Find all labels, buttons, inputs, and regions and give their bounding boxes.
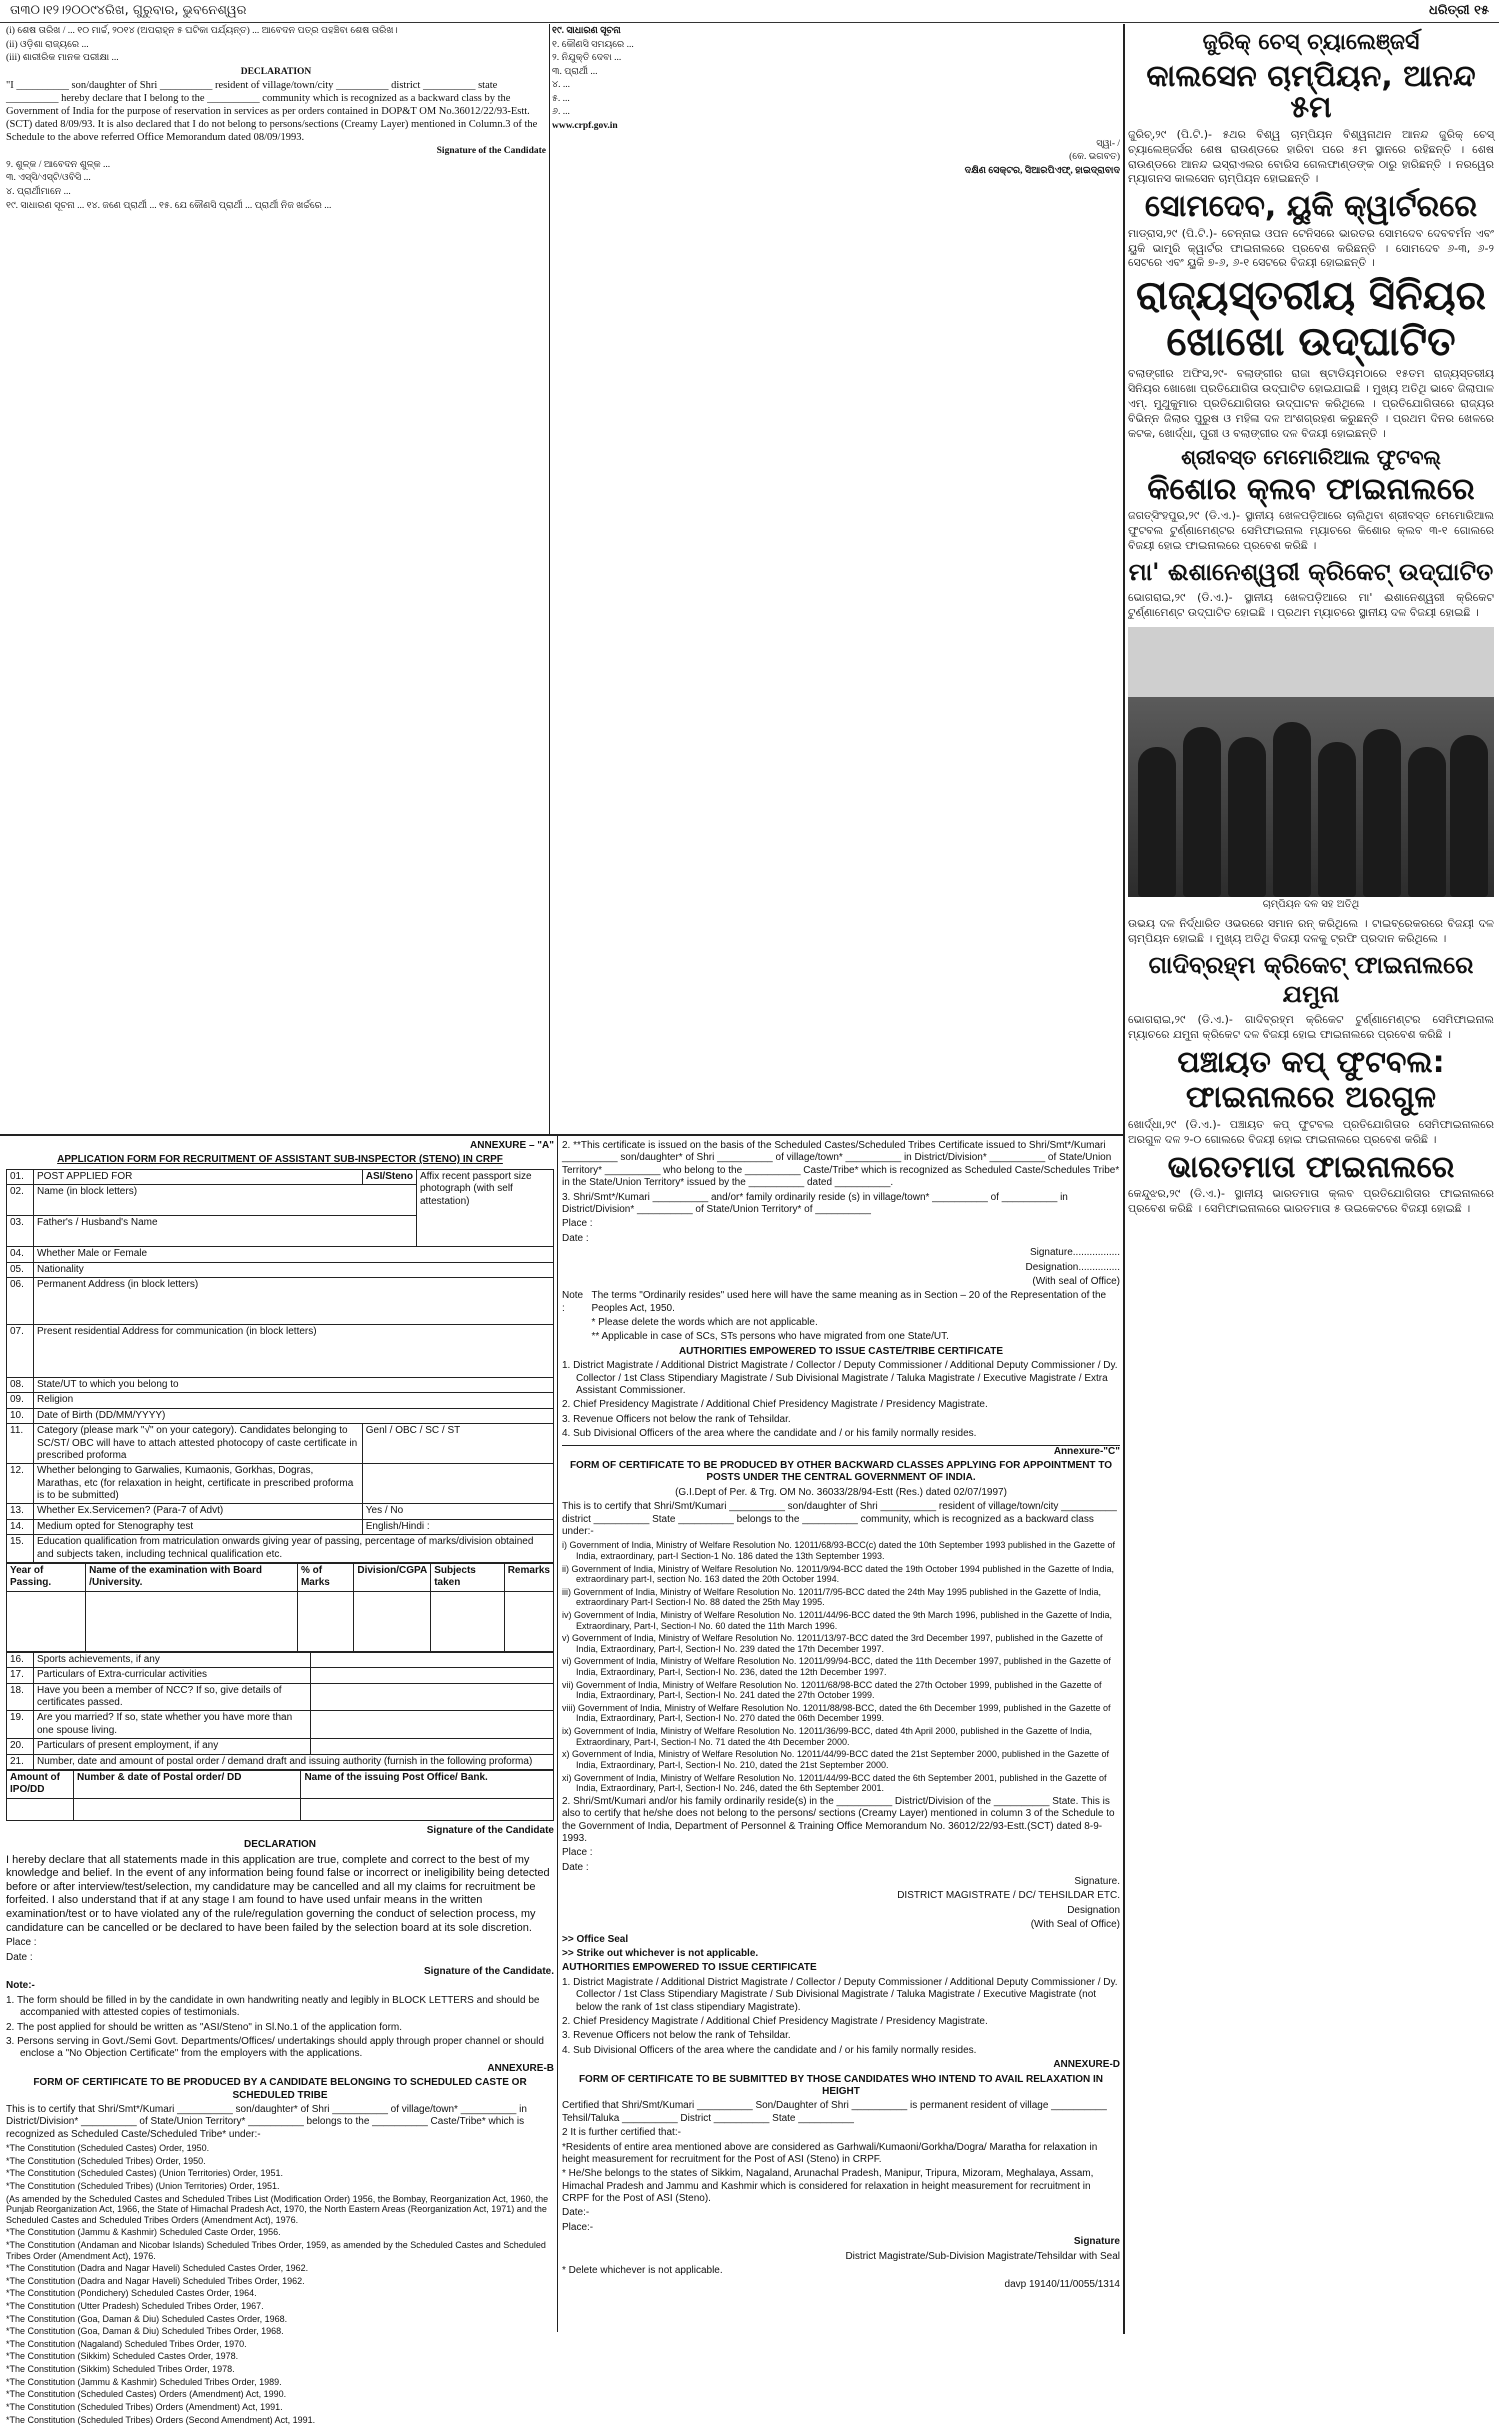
instructions-column-2 bbox=[552, 26, 1120, 1132]
instruction-item: (iii) ଶାରୀରିକ ମାନକ ପରୀକ୍ଷା ... bbox=[6, 53, 119, 64]
post-value: ASI/Steno bbox=[362, 1169, 416, 1184]
place-field: Place:- bbox=[562, 2221, 594, 2233]
form-row-dob[interactable]: Date of Birth (DD/MM/YYYY) bbox=[34, 1408, 554, 1423]
cert-seal: (With seal of Office) bbox=[1032, 1275, 1120, 1287]
general-info-item: ୨. ନିଯୁକ୍ତି ଦେବା ... bbox=[552, 53, 622, 64]
authority-item: 2. Chief Presidency Magistrate / Additional Chief Presidency Magistrate / Presidency Magistrate. bbox=[562, 1399, 988, 1411]
authorities-head-2: AUTHORITIES EMPOWERED TO ISSUE CERTIFICATE bbox=[562, 1962, 817, 1974]
order-item: (As amended by the Scheduled Castes and Scheduled Tribes List (Modification Order) 1956, the Bombay, Reorganization Act, 1960, the Punjab Reorganization Act, 1966, the State of Himachal Pradesh Act, 1970, the North Eastern Areas (Reorganization Act, 1971) and the Scheduled Castes and Scheduled Tribes Orders (Amendment Act), 1976. bbox=[6, 2193, 549, 2225]
davp-code: davp 19140/11/0055/1314 bbox=[1004, 2279, 1120, 2291]
masthead bbox=[0, 0, 1499, 23]
story-football: ଜଗତ୍‌ସିଂହପୁର,୨୯ (ଡି.ଏ.)- ସ୍ଥାନୀୟ ଖେଳପଡ଼ିଆରେ ଚାଲିଥିବା ଶ୍ରୀବସ୍ତ ମେମୋରିଆଲ ଫୁଟବଲ ଟୁର୍ଣ୍ଣାମେଣ୍ଟର ସେମିଫାଇନାଲ ମ୍ୟାଚରେ କିଶୋର କ୍ଲବ ୩-୧ ଗୋଲରେ ବିଜୟୀ ହୋଇ ଫାଇନାଲରେ ପ୍ରବେଶ କରିଛି । bbox=[1128, 509, 1494, 553]
cert-signature: Signature................. bbox=[1029, 1247, 1120, 1259]
annexure-b-label: ANNEXURE-B bbox=[487, 2062, 554, 2074]
instruction-para: (i) ଶେଷ ତାରିଖ / ... ୧୦ ମାର୍ଚ୍ଚ, ୨୦୧୪ (ଅପରାହ୍ନ ୫ ଘଟିକା ପର୍ଯ୍ୟନ୍ତ) ... ଆବେଦନ ପତ୍ର ପହଞ୍ଚିବା ଶେଷ ତାରିଖ। bbox=[6, 26, 398, 36]
resolution-item: v) Government of India, Ministry of Welfare Resolution No. 12011/13/97-BCC dated the 3rd December 1997, published in the Gazette of India, Extraordinary, Part-I, Section-I No. 239 dated the 17th December 1997. bbox=[562, 1633, 1103, 1654]
note-line: The terms "Ordinarily resides" used here will have the same meaning as in Section – 20 of the Representation of the Peoples Act, 1950. bbox=[591, 1290, 1107, 1314]
authorities-list bbox=[562, 1360, 1120, 1440]
annexure-a-column bbox=[6, 1140, 554, 2425]
sports-column bbox=[1128, 26, 1494, 2336]
note-item: 2. The post applied for should be written as "ASI/Steno" in Sl.No.1 of the application form. bbox=[6, 2021, 403, 2033]
form-row-exservice: Whether Ex.Servicemen? (Para-7 of Advt) bbox=[34, 1504, 363, 1519]
sign-name: (କେ. ଭଗବତ) bbox=[1069, 152, 1120, 163]
annexure-d-para-4: * He/She belongs to the states of Sikkim, Nagaland, Arunachal Pradesh, Manipur, Tripura, Mizoram, Meghalaya, Assam, Himachal Pradesh and Jammu and Kashmir which is considered for relaxation in height measurement for recruitment in CRPF for the Post of ASI (Steno). bbox=[562, 2168, 1094, 2205]
form-row-name[interactable]: Name (in block letters) bbox=[34, 1185, 417, 1216]
sign-office: ଦକ୍ଷିଣ ସେକ୍ଟର, ସିଆରପିଏଫ୍, ହାଇଦ୍ରାବାଦ bbox=[964, 165, 1120, 176]
headline-cricket-inaugurated: ମା' ଈଶାନେଶ୍ୱରୀ କ୍ରିକେଟ୍ ଉଦ୍‌ଘାଟିତ bbox=[1128, 557, 1494, 586]
sc-st-orders-list bbox=[6, 2143, 554, 2425]
signature-block bbox=[552, 139, 1120, 178]
date-field: Date : bbox=[6, 1951, 33, 1963]
story-chess: ଜୁରିଚ୍,୨୯ (ପି.ଟି.)- ୫ଥର ବିଶ୍ୱ ଚାମ୍ପିୟନ ବିଶ୍ୱନାଥନ ଆନନ୍ଦ ଜୁରିକ୍ ଚେସ୍ ଚ୍ୟାଲେଞ୍ଜର୍ସର ଶେଷ ରାଉଣ୍ଡରେ ହାରିବା ପରେ ୫ମ ସ୍ଥାନରେ ରହିଛନ୍ତି । ଶେଷ ରାଉଣ୍ଡରେ ଆନନ୍ଦ ଇସ୍ରାଏଲର ବୋରିସ ଗେଲଫାଣ୍ଡଙ୍କ ଠାରୁ ହାରିଛନ୍ତି । ନରୱେର ମ୍ୟାଗନସ କାଲସେନ ଚାମ୍ପିୟନ ହୋଇଛନ୍ତି । bbox=[1128, 127, 1494, 186]
headline-panchayat-cup-1: ପଞ୍ଚାୟତ କପ୍ ଫୁଟବଲ: bbox=[1177, 1044, 1445, 1080]
order-item: *The Constitution (Goa, Daman & Diu) Scheduled Castes Order, 1968. bbox=[6, 2313, 288, 2324]
kicker-football: ଶ୍ରୀବସ୍ତ ମେମୋରିଆଲ ଫୁଟବଲ୍ bbox=[1181, 445, 1441, 470]
form-row-ncc: Have you been a member of NCC? If so, give details of certificates passed. bbox=[34, 1683, 311, 1711]
annexure-b-text: This is to certify that Shri/Smt*/Kumari __________ son/daughter* of Shri __________ of village/town* __________ in District/Division* __________ of State/Union Territory* __________ belongs to the __________ Caste/Tribe* which is recognized as Scheduled Caste/Scheduled Tribe* under:- bbox=[6, 2103, 527, 2140]
instruction-item: ୪. ପ୍ରାର୍ଥୀମାନେ ... bbox=[6, 187, 71, 198]
column-rule bbox=[557, 1136, 558, 2332]
form-row-education: Education qualification from matriculation onwards giving year of passing, percentage of marks/division obtained and subjects taken, including technical qualification etc. bbox=[34, 1535, 554, 1563]
order-item: *The Constitution (Jammu & Kashmir) Scheduled Tribes Order, 1989. bbox=[6, 2376, 282, 2387]
form-row-category: Category (please mark "√" on your category). Candidates belonging to SC/ST/ OBC will have to attach attested photocopy of caste certificate in prescribed proforma bbox=[34, 1424, 363, 1464]
resolution-item: iii) Government of India, Ministry of Welfare Resolution No. 12011/7/95-BCC dated the 24th May 1995 published in the Gazette of India, extraordinary Part-I Section-I No. 88 dated the 25th May 1995. bbox=[562, 1586, 1101, 1608]
authorities-head: AUTHORITIES EMPOWERED TO ISSUE CASTE/TRIBE CERTIFICATE bbox=[678, 1345, 1004, 1357]
order-item: *The Constitution (Nagaland) Scheduled Tribes Order, 1970. bbox=[6, 2338, 247, 2349]
note-label: Note : bbox=[562, 1290, 584, 1314]
headline-carlsen: କାଲସେନ ଚାମ୍ପିୟନ, ଆନନ୍ଦ ୫ମ bbox=[1146, 58, 1476, 126]
general-info-item: ୩. ପ୍ରାର୍ଥୀ ... bbox=[552, 66, 598, 77]
resolution-list bbox=[562, 1540, 1120, 1793]
annexure-d-title: FORM OF CERTIFICATE TO BE SUBMITTED BY THOSE CANDIDATES WHO INTEND TO AVAIL RELAXATION IN HEIGHT bbox=[578, 2073, 1104, 2097]
resolution-item: i) Government of India, Ministry of Welfare Resolution No. 12011/68/93-BCC(c) dated the 10th September 1993 published in the Gazette of India, extraordinary, part-I Section-1 No. 186 dated the 13th September 1993. bbox=[562, 1540, 1115, 1561]
form-row-gender[interactable]: Whether Male or Female bbox=[34, 1247, 554, 1262]
declaration-title-2: DECLARATION bbox=[243, 1839, 317, 1851]
story-tennis: ମାଡ୍ରାସ,୨୯ (ପି.ଟି.)- ଚେନ୍ନାଇ ଓପନ ଟେନିସରେ ଭାରତର ସୋମଦେବ ଦେବବର୍ମନ ଏବଂ ୟୁକି ଭାମ୍ବ୍ରି କ୍ୱାର୍ଟର ଫାଇନାଲରେ ପ୍ରବେଶ କରିଛନ୍ତି । ସୋମଦେବ ୬-୩, ୬-୨ ସେଟରେ ଏବଂ ୟୁକି ୭-୬, ୬-୧ ସେଟରେ ବିଜୟୀ ହୋଇଛନ୍ତି । bbox=[1128, 226, 1494, 270]
general-info-head: ୧୯. ସାଧାରଣ ସୂଚନା bbox=[552, 26, 621, 36]
order-item: *The Constitution (Sikkim) Scheduled Castes Order, 1978. bbox=[6, 2351, 239, 2362]
edu-head: Year of Passing. bbox=[7, 1564, 86, 1592]
order-item: *The Constitution (Scheduled Tribes) (Union Territories) Order, 1951. bbox=[6, 2180, 280, 2191]
authorities-list-2 bbox=[562, 1977, 1120, 2057]
headline-somdev: ସୋମଦେବ, ୟୁକି କ୍ୱାର୍ଟରରେ bbox=[1144, 189, 1478, 225]
place-field: Place : bbox=[562, 1218, 593, 1230]
edu-head: Name of the examination with Board /University. bbox=[86, 1564, 298, 1592]
order-item: *The Constitution (Scheduled Tribes) Orders (Second Amendment) Act, 1991. bbox=[6, 2414, 316, 2425]
sign-line: ସ୍ୱା- / bbox=[1096, 138, 1120, 149]
medium-options[interactable]: English/Hindi : bbox=[362, 1519, 553, 1534]
date-field: Date:- bbox=[562, 2207, 590, 2219]
annexure-d-para-3: *Residents of entire area mentioned above are considered as Garhwali/Kumaoni/Gorkha/Dogra/ Maratha for relaxation in height measurement for recruitment for the Post of ASI (Steno) in CRPF. bbox=[562, 2141, 1098, 2165]
declaration-text-2: I hereby declare that all statements made in this application are true, complete and correct to the best of my knowledge and belief. In the event of any information being found false or incorrect or ineligibility being detected before or after interview/test/selection, my candidature may be cancelled and all my claims for recruitment be forfeited. I also understand that if at any stage I am found to have used unfair means in the written examination/test or to have violated any of the rule/regulation governing the conduct of selection process, my candidature can be cancelled or be declared to have been failed by the selection board at its sole discretion. bbox=[6, 1853, 550, 1934]
general-info-item: ୧. କୌଣସି ସମୟରେ ... bbox=[552, 39, 634, 50]
declaration-signature: Signature of the Candidate bbox=[436, 146, 546, 157]
story-cricket-final: ଉଭୟ ଦଳ ନିର୍ଦ୍ଧାରିତ ଓଭରରେ ସମାନ ରନ୍ କରିଥିଲେ । ଟାଇବ୍ରେକରରେ ବିଜୟୀ ଦଳ ଚାମ୍ପିୟନ ହୋଇଛି । ମୁଖ୍ୟ ଅତିଥି ବିଜୟୀ ଦଳକୁ ଟ୍ରଫି ପ୍ରଦାନ କରିଥିଲେ । bbox=[1128, 917, 1494, 945]
note-item: 1. The form should be filled in by the candidate in own handwriting neatly and legibly in BLOCK LETTERS and should be accompanied with attested copies of testimonials. bbox=[6, 1994, 540, 2019]
note-head: Note:- bbox=[6, 1980, 35, 1992]
form-row-postal-order: Number, date and amount of postal order / demand draft and issuing authority (furnish in the following proforma) bbox=[34, 1754, 554, 1769]
form-row-married: Are you married? If so, state whether you have more than one spouse living. bbox=[34, 1711, 311, 1739]
strike-out-note: >> Strike out whichever is not applicable. bbox=[562, 1948, 759, 1960]
resolution-item: ix) Government of India, Ministry of Welfare Resolution No. 12011/36/99-BCC, dated 4th April 2000, published in the Gazette of India, Extraordinary, Part-I, Section-I No. 71 dated the 4th December 2000. bbox=[562, 1726, 1092, 1747]
resolution-item: x) Government of India, Ministry of Welfare Resolution No. 12011/44/99-BCC dated the 21st September 2000, published in the Gazette of India, Extraordinary, Part-I, Section-I No. 210, dated the 21st September 2000. bbox=[562, 1749, 1109, 1770]
order-item: *The Constitution (Scheduled Tribes) Order, 1950. bbox=[6, 2155, 206, 2166]
note-line: ** Applicable in case of SCs, STs persons who have migrated from one State/UT. bbox=[591, 1331, 949, 1343]
annexure-c-text: This is to certify that Shri/Smt/Kumari __________ son/daughter of Shri __________ resident of village/town/city __________ district __________ State __________ belongs to the __________ community, which is recognized as a backward class under:- bbox=[562, 1501, 1117, 1537]
headline-bharatmata: ଭାରତମାତା ଫାଇନାଲରେ bbox=[1167, 1149, 1455, 1185]
resolution-item: iv) Government of India, Ministry of Welfare Resolution No. 12011/44/96-BCC dated the 9th March 1996, published in the Gazette of India, Extraordinary, Part-I, Section-I No. 60 dated the 11th March 1996. bbox=[562, 1609, 1112, 1631]
form-row-present-address[interactable]: Present residential Address for communication (in block letters) bbox=[34, 1324, 554, 1377]
authority-item: 2. Chief Presidency Magistrate / Additional Chief Presidency Magistrate / Presidency Magistrate. bbox=[562, 2015, 988, 2027]
annexure-d-signature: Signature bbox=[1073, 2236, 1120, 2248]
annexure-d-label: ANNEXURE-D bbox=[1053, 2059, 1120, 2071]
instruction-item: ୩. ଏସ୍‌ସି/ଏସ୍‌ଟି/ଓବିସି ... bbox=[6, 173, 91, 184]
form-row-extra: Particulars of Extra-curricular activities bbox=[34, 1668, 311, 1683]
order-item: *The Constitution (Scheduled Castes) (Union Territories) Order, 1951. bbox=[6, 2168, 283, 2179]
general-info-item: ୬. ... bbox=[552, 107, 570, 118]
resolution-item: ii) Government of India, Ministry of Welfare Resolution No. 12011/9/94-BCC dated the 19th October 1994 published in the Gazette of India, extraordinary part-I, section No. 163 dated the 20th October 1994. bbox=[562, 1563, 1114, 1585]
order-item: *The Constitution (Utter Pradesh) Scheduled Tribes Order, 1967. bbox=[6, 2301, 264, 2312]
order-item: *The Constitution (Goa, Daman & Diu) Scheduled Tribes Order, 1968. bbox=[6, 2326, 284, 2337]
instructions-column-1 bbox=[6, 26, 546, 1132]
order-item: *The Constitution (Jammu & Kashmir) Scheduled Caste Order, 1956. bbox=[6, 2227, 281, 2238]
form-row-nationality[interactable]: Nationality bbox=[34, 1262, 554, 1277]
declaration-title: DECLARATION bbox=[240, 66, 312, 77]
authority-item: 3. Revenue Officers not below the rank of Tehsildar. bbox=[562, 1413, 791, 1425]
designation-label: Designation bbox=[1067, 1904, 1120, 1916]
instruction-item: (ii) ଓଡ଼ିଶା ରାଜ୍ୟରେ ... bbox=[6, 39, 89, 50]
headline-panchayat-cup-2: ଫାଇନାଲରେ ଅରଗୁଳ bbox=[1185, 1080, 1437, 1116]
authority-item: 4. Sub Divisional Officers of the area where the candidate and / or his family normally resides. bbox=[562, 2044, 977, 2056]
annexure-d-authority: District Magistrate/Sub-Division Magistrate/Tehsildar with Seal bbox=[845, 2250, 1120, 2262]
education-table bbox=[6, 1563, 554, 1652]
annexure-c-signature-block bbox=[562, 1876, 1120, 1932]
form-row-permanent-address[interactable]: Permanent Address (in block letters) bbox=[34, 1277, 554, 1324]
order-item: *The Constitution (Dadra and Nagar Haveli) Scheduled Castes Order, 1962. bbox=[6, 2263, 309, 2274]
form-row-medium: Medium opted for Stenography test bbox=[34, 1519, 363, 1534]
postal-order-table: Amount of IPO/DD Number & date of Postal order/ DD Name of the issuing Post Office/ Bank. bbox=[6, 1770, 554, 1821]
cert-designation: Designation............... bbox=[1025, 1261, 1120, 1273]
office-seal: >> Office Seal bbox=[562, 1933, 629, 1945]
column-rule bbox=[1123, 24, 1125, 2334]
cert-signature-block bbox=[562, 1247, 1120, 1288]
seal-label: (With Seal of Office) bbox=[1030, 1919, 1120, 1931]
exservice-options[interactable]: Yes / No bbox=[362, 1504, 553, 1519]
edu-head: Remarks bbox=[504, 1564, 553, 1592]
annexure-c-label: Annexure-"C" bbox=[1053, 1445, 1120, 1457]
headline-kho-kho-1: ରାଜ୍ୟସ୍ତରୀୟ ସିନିୟର bbox=[1136, 273, 1486, 320]
additional-rows-table: 16. Sports achievements, if any 17. Particulars of Extra-curricular activities 18. Have you been a member of NCC? If so, give details of certificates passed. 19. Are you married? If so, state whether you have more than one spouse living. 20. Particulars of present employment, if any 21. Number, date and amount of postal order / demand draft and issuing authority (furnish in the following proforma) bbox=[6, 1652, 554, 1770]
edu-head: % of Marks bbox=[297, 1564, 353, 1592]
resolution-item: vii) Government of India, Ministry of Welfare Resolution No. 12011/68/98-BCC dated the 27th October 1999, published in the Gazette of India, Extraordinary, Part-I, Section-I No. 241 dated the 27th October 1999. bbox=[562, 1679, 1102, 1701]
photo-box[interactable]: Affix recent passport size photograph (with self attestation) bbox=[417, 1169, 554, 1246]
annexure-c-ref: (G.I.Dept of Per. & Trg. OM No. 36033/28/94-Estt (Res.) dated 02/07/1997) bbox=[675, 1486, 1007, 1498]
category-options[interactable]: Genl / OBC / SC / ST bbox=[362, 1424, 553, 1464]
story-yamuna: ଭୋଗରାଇ,୨୯ (ଡି.ଏ.)- ଗାଦିବ୍ରହ୍ମ କ୍ରିକେଟ ଟୁର୍ଣ୍ଣାମେଣ୍ଟର ସେମିଫାଇନାଲ ମ୍ୟାଚରେ ଯମୁନା କ୍ରିକେଟ ଦଳ ବିଜୟୀ ହୋଇ ଫାଇନାଲରେ ପ୍ରବେଶ କରିଛି । bbox=[1128, 1013, 1494, 1042]
resolution-item: viii) Government of India, Ministry of Welfare Resolution No. 12011/88/98-BCC, dated the 6th December 1999, published in the Gazette of India, Extraordinary, Part-I, Section-I No. 270 dated the 06th December 1999. bbox=[562, 1702, 1111, 1724]
certificate-para-3: 3. Shri/Smt*/Kumari __________ and/or* family ordinarily reside (s) in village/town* __________ of __________ in District/Division* __________ of State/Union Territory* of __________ bbox=[562, 1191, 1068, 1215]
annexure-c-column bbox=[562, 1140, 1120, 2332]
authority-item: 1. District Magistrate / Additional District Magistrate / Collector / Deputy Commissioner / Additional Deputy Commissioner / Dy. Collector / 1st Class Stipendiary Magistrate / Sub Divisional Magistrate / Taluka Magistrate / Executive Magistrate / Extra Assistant Commissioner. bbox=[562, 1360, 1118, 1397]
masthead-date: ତା୩୦।୧୨।୨୦୦୯୪ରିଖ, ଗୁରୁବାର, ଭୁବନେଶ୍ୱର bbox=[10, 3, 247, 18]
headline-kho-kho-2: ଖୋଖୋ ଉଦ୍‌ଘାଟିତ bbox=[1166, 319, 1456, 366]
masthead-page: ଧରିତ୍ରୀ ୧୫ bbox=[1428, 3, 1489, 18]
headline-kishore-club: କିଶୋର କ୍ଲବ ଫାଇନାଲରେ bbox=[1147, 471, 1475, 507]
application-form-table: 01. POST APPLIED FOR ASI/Steno Affix recent passport size photograph (with self attestation) 02. Name (in block letters) 03. Father's / Husband's Name 04. Whether Male or Female 05. Nationality 06. Permanent Address (in block letters) 07. Present residential Address for communication (in block letters) 08. State/UT to which you belong to 09. Religion 10. Date of Birth (DD/MM/YYYY) 11. Category (please mark "√" on your category). Candidates belonging to SC/ST/ OBC will have to attach attested photocopy of caste certificate in prescribed proforma Genl / OBC / SC / ST 12. Whether belonging to Garwalies, Kumaonis, Gorkhas, Dogras, Marathas, etc (for relaxation in height, certificate in prescribed proforma is to be submitted) 13. Whether Ex.Servicemen? (Para-7 of Advt) Yes / No 14. Medium opted for Stenography test English/Hindi : 15. Education qualification from matriculation onwards giving year of passing, percentage of marks/division obtained and subjects taken, including technical qualification etc. bbox=[6, 1169, 554, 1563]
note-block bbox=[562, 1290, 1120, 1346]
resolution-item: vi) Government of India, Ministry of Welfare Resolution No. 12011/99/94-BCC, dated the 11th December 1997, published in the Gazette of India, Extraordinary, Part-I, Section-I No. 236, dated the 12th December 1997. bbox=[562, 1656, 1111, 1678]
note-list bbox=[6, 1995, 554, 2061]
date-field: Date : bbox=[562, 1861, 589, 1873]
form-row-employment: Particulars of present employment, if any bbox=[34, 1739, 311, 1754]
annexure-a-label: ANNEXURE – "A" bbox=[470, 1140, 554, 1151]
annexure-d-text: Certified that Shri/Smt/Kumari __________ Son/Daughter of Shri __________ is permanent resident of village __________ Tehsil/Taluka __________ District __________ State __________ bbox=[562, 2100, 1107, 2124]
form-row-sports: Sports achievements, if any bbox=[34, 1652, 311, 1667]
authority-item: 3. Revenue Officers not below the rank of Tehsildar. bbox=[562, 2030, 791, 2042]
date-field: Date : bbox=[562, 1232, 589, 1244]
section-rule bbox=[0, 1134, 1123, 1136]
order-item: *The Constitution (Pondichery) Scheduled Castes Order, 1964. bbox=[6, 2288, 257, 2299]
signature-authority: DISTRICT MAGISTRATE / DC/ TEHSILDAR ETC. bbox=[897, 1890, 1120, 1902]
post-label: POST APPLIED FOR bbox=[34, 1169, 363, 1184]
form-row-state[interactable]: State/UT to which you belong to bbox=[34, 1377, 554, 1392]
note-line: * Please delete the words which are not applicable. bbox=[591, 1317, 818, 1329]
column-rule bbox=[549, 24, 550, 1134]
story-bharatmata: କେନ୍ଦୁଝର,୨୯ (ଡି.ଏ.)- ସ୍ଥାନୀୟ ଭାରତମାତା କ୍ଲବ ପ୍ରତିଯୋଗିତାର ଫାଇନାଲରେ ପ୍ରବେଶ କରିଛି । ସେମିଫାଇନାଲରେ ଭାରତମାତା ୫ ଉଇକେଟରେ ବିଜୟୀ ହୋଇଛି । bbox=[1128, 1187, 1494, 1215]
authority-item: 4. Sub Divisional Officers of the area where the candidate and / or his family normally resides. bbox=[562, 1428, 977, 1440]
instruction-tail: ୧୯. ସାଧାରଣ ସୂଚନା ... ୧୪. ଜଣେ ପ୍ରାର୍ଥୀ ... ୧୫. ଯେ କୌଣସି ପ୍ରାର୍ଥୀ ... ପ୍ରାର୍ଥୀ ନିଜ ଖର୍ଚ୍ଚରେ ... bbox=[6, 200, 332, 211]
authority-item: 1. District Magistrate / Additional District Magistrate / Collector / Deputy Commissioner / Additional Deputy Commissioner / Dy. Collector / 1st Class Stipendiary Magistrate / Sub Divisional Magistrate / Taluka Magistrate / Executive Magistrate (not below the rank of 1st class stipendiary Magistrate). bbox=[562, 1976, 1118, 2013]
instruction-item: ୨. ଶୁଳ୍କ / ଆବେଦନ ଶୁଳ୍କ ... bbox=[6, 159, 111, 170]
annexure-a-title: APPLICATION FORM FOR RECRUITMENT OF ASSISTANT SUB-INSPECTOR (STENO) IN CRPF bbox=[57, 1154, 503, 1166]
candidate-signature-2: Signature of the Candidate. bbox=[423, 1966, 554, 1978]
general-info-item: ୫. ... bbox=[552, 93, 570, 104]
edu-head: Division/CGPA bbox=[354, 1564, 431, 1592]
general-info-item: ୪. ... bbox=[552, 80, 570, 91]
signature-label: Signature. bbox=[1074, 1876, 1120, 1888]
order-item: *The Constitution (Dadra and Nagar Haveli) Scheduled Tribes Order, 1962. bbox=[6, 2275, 305, 2286]
annexure-b-title: FORM OF CERTIFICATE TO BE PRODUCED BY A CANDIDATE BELONGING TO SCHEDULED CASTE OR SCHEDULED TRIBE bbox=[33, 2077, 527, 2101]
story-cricket: ଭୋଗରାଇ,୨୯ (ଡି.ଏ.)- ସ୍ଥାନୀୟ ଖେଳପଡ଼ିଆରେ ମା' ଈଶାନେଶ୍ୱରୀ କ୍ରିକେଟ ଟୁର୍ଣ୍ଣାମେଣ୍ଟ ଉଦ୍‌ଘାଟିତ ହୋଇଛି । ପ୍ରଥମ ମ୍ୟାଚରେ ସ୍ଥାନୀୟ ଦଳ ବିଜୟୀ ହୋଇଛି । bbox=[1128, 591, 1494, 619]
form-row-garwali: Whether belonging to Garwalies, Kumaonis, Gorkhas, Dogras, Marathas, etc (for relaxation in height, certificate in prescribed proforma is to be submitted) bbox=[34, 1464, 363, 1504]
kicker-chess: ଜୁରିକ୍ ଚେସ୍ ଚ୍ୟାଲେଞ୍ଜର୍ସ bbox=[1202, 30, 1420, 55]
headline-yamuna: ଗାଦିବ୍ରହ୍ମ କ୍ରିକେଟ୍ ଫାଇନାଲରେ ଯମୁନା bbox=[1148, 950, 1474, 1008]
order-item: *The Constitution (Andaman and Nicobar Islands) Scheduled Tribes Order, 1959, as amended by the Scheduled Castes and Scheduled Tribes Order (Amendment Act), 1976. bbox=[6, 2239, 546, 2261]
story-kho-kho: ବଲାଙ୍ଗୀର ଅଫିସ,୨୯- ବଲାଙ୍ଗୀର ରାଜା ଷ୍ଟାଡିୟମଠାରେ ୧୫ତମ ରାଜ୍ୟସ୍ତରୀୟ ସିନିୟର ଖୋଖୋ ପ୍ରତିଯୋଗିତା ଉଦ୍‌ଘାଟିତ ହୋଇଯାଇଛି । ମୁଖ୍ୟ ଅତିଥି ଭାବେ ଜିଲାପାଳ ଏମ୍. ମୁଥୁକୁମାର ପ୍ରତିଯୋଗିତାର ଉଦ୍‌ଘାଟନ କରିଥିଲେ । ପ୍ରତିଯୋଗିତାରେ ରାଜ୍ୟର ବିଭିନ୍ନ ଜିଲାର ପୁରୁଷ ଓ ମହିଳା ଦଳ ଅଂଶଗ୍ରହଣ କରୁଛନ୍ତି । ପ୍ରଥମ ଦିନର ଖେଳରେ କଟକ, ଖୋର୍ଦ୍ଧା, ପୁରୀ ଓ ବଲାଙ୍ଗୀର ଦଳ ବିଜୟୀ ହୋଇଛନ୍ତି । bbox=[1128, 367, 1494, 440]
certificate-para-2: 2. **This certificate is issued on the basis of the Scheduled Castes/Scheduled Tribes Certificate issued to Shri/Smt*/Kumari __________ son/daughter* of Shri __________ of village/town* __________ in District/Division* __________ of State/Union Territory* __________ who belong to the __________ Caste/Tribe* which is recognized as Scheduled Caste/Schedules Tribe* in the State/Union Territory* issued by the __________ dated __________. bbox=[562, 1140, 1120, 1189]
order-item: *The Constitution (Scheduled Castes) Order, 1950. bbox=[6, 2143, 210, 2154]
place-field: Place : bbox=[562, 1847, 593, 1859]
edu-head: Subjects taken bbox=[431, 1564, 505, 1592]
website-link[interactable]: www.crpf.gov.in bbox=[552, 121, 618, 132]
annexure-c-para-2: 2. Shri/Smt/Kumari and/or his family ordinarily reside(s) in the __________ District/Division of the __________ State. This is also to certify that he/she does not belong to the persons/ sections (Creamy Layer) mentioned in column 3 of the Schedule to the Government of India, Department of Personnel & Training Office Memorandum No. 36012/22/93-Estt.(SCT) dated 8-9-1993. bbox=[562, 1795, 1115, 1844]
declaration-text: "I __________ son/daughter of Shri __________ resident of village/town/city __________ district __________ state __________ hereby declare that I belong to the __________ community which is recognized as a backward class by the Government of India for the purpose of reservation in services as per orders contained in DOP&T OM No.36012/22/93-Estt.(SCT) dated 8/09/93. It is also declared that I do not belong to persons/sections (Creamy Layer) mentioned in Column.3 of the Schedule to the above referred Office Memorandum dated 08/09/1993. bbox=[6, 80, 538, 143]
form-row-religion[interactable]: Religion bbox=[34, 1393, 554, 1408]
story-panchayat: ଖୋର୍ଦ୍ଧା,୨୯ (ଡି.ଏ.)- ପଞ୍ଚାୟତ କପ୍ ଫୁଟବଲ ପ୍ରତିଯୋଗିତାର ସେମିଫାଇନାଲରେ ଅରଗୁଳ ଦଳ ୨-୦ ଗୋଲରେ ବିଜୟୀ ହୋଇ ଫାଇନାଲରେ ପ୍ରବେଶ କରିଛି । bbox=[1128, 1117, 1494, 1146]
form-row-father[interactable]: Father's / Husband's Name bbox=[34, 1216, 417, 1247]
delete-note: * Delete whichever is not applicable. bbox=[562, 2265, 723, 2277]
place-field: Place : bbox=[6, 1937, 37, 1949]
team-photo bbox=[1128, 627, 1494, 897]
photo-caption: ଚାମ୍ପିୟନ ଦଳ ସହ ଅତିଥି bbox=[1262, 898, 1360, 910]
candidate-signature: Signature of the Candidate bbox=[426, 1824, 554, 1836]
annexure-d-para-2: 2 It is further certified that:- bbox=[562, 2127, 681, 2139]
note-item: 3. Persons serving in Govt./Semi Govt. Departments/Offices/ undertakings should apply through proper channel or should enclose a "No Objection Certificate" from the employers with the applications. bbox=[6, 2035, 544, 2060]
annexure-c-title: FORM OF CERTIFICATE TO BE PRODUCED BY OTHER BACKWARD CLASSES APPLYING FOR APPOINTMENT TO POSTS UNDER THE CENTRAL GOVERNMENT OF INDIA. bbox=[569, 1459, 1113, 1484]
order-item: *The Constitution (Scheduled Tribes) Orders (Amendment) Act, 1991. bbox=[6, 2401, 283, 2412]
order-item: *The Constitution (Scheduled Castes) Orders (Amendment) Act, 1990. bbox=[6, 2389, 287, 2400]
resolution-item: xi) Government of India, Ministry of Welfare Resolution No. 12011/44/99-BCC dated the 6th September 2001, published in the Gazette of India, Extraordinary, Part-I, Section-I No. 246, dated the 6th September 2001. bbox=[562, 1772, 1107, 1794]
order-item: *The Constitution (Sikkim) Scheduled Tribes Order, 1978. bbox=[6, 2364, 235, 2375]
